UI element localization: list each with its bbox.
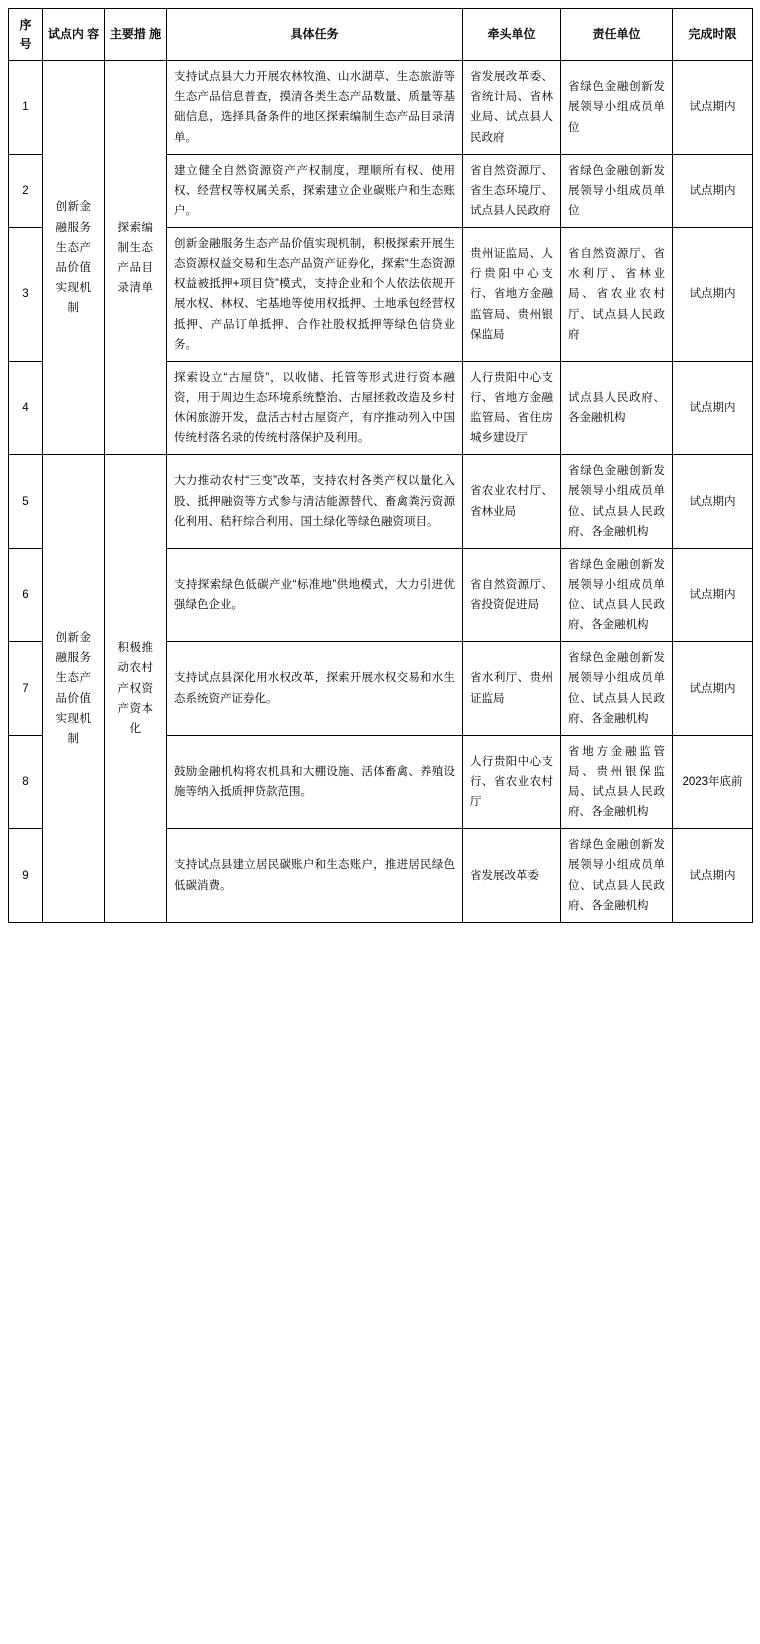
cell-deadline: 试点期内 xyxy=(673,228,753,362)
cell-lead-unit: 省水利厅、贵州证监局 xyxy=(463,642,561,736)
column-header-pilot-content: 试点内 容 xyxy=(43,9,105,61)
cell-seq: 3 xyxy=(9,228,43,362)
cell-responsible-unit: 省自然资源厅、省水利厅、省林业局、省农业农村厅、试点县人民政府 xyxy=(561,228,673,362)
cell-lead-unit: 省发展改革委 xyxy=(463,829,561,923)
cell-seq: 1 xyxy=(9,61,43,155)
cell-lead-unit: 省农业农村厅、省林业局 xyxy=(463,455,561,549)
cell-responsible-unit: 省绿色金融创新发展领导小组成员单位 xyxy=(561,61,673,155)
cell-specific-task: 大力推动农村“三变”改革，支持农村各类产权以量化入股、抵押融资等方式参与清洁能源替代、畜禽粪污资源化利用、秸秆综合利用、国土绿化等绿色融资项目。 xyxy=(167,455,463,549)
cell-seq: 9 xyxy=(9,829,43,923)
cell-responsible-unit: 省绿色金融创新发展领导小组成员单位 xyxy=(561,154,673,227)
cell-seq: 4 xyxy=(9,361,43,455)
pilot-task-table xyxy=(8,8,753,923)
column-header-responsible-unit: 责任单位 xyxy=(561,9,673,61)
cell-specific-task: 建立健全自然资源资产产权制度，理顺所有权、使用权、经营权等权属关系，探索建立企业碳账户和生态账户。 xyxy=(167,154,463,227)
cell-specific-task: 探索设立“古屋贷”，以收储、托管等形式进行资本融资，用于周边生态环境系统整治、古屋拯救改造及乡村休闲旅游开发，盘活古村古屋资产，有序推动列入中国传统村落名录的传统村落保护及利用。 xyxy=(167,361,463,455)
cell-responsible-unit: 试点县人民政府、各金融机构 xyxy=(561,361,673,455)
cell-responsible-unit: 省绿色金融创新发展领导小组成员单位、试点县人民政府、各金融机构 xyxy=(561,829,673,923)
cell-seq: 2 xyxy=(9,154,43,227)
cell-seq: 6 xyxy=(9,548,43,642)
cell-deadline: 试点期内 xyxy=(673,361,753,455)
cell-responsible-unit: 省地方金融监管局、贵州银保监局、试点县人民政府、各金融机构 xyxy=(561,735,673,829)
cell-seq: 8 xyxy=(9,735,43,829)
cell-main-measure-group-1: 探索编 制生态 产品目 录清单 xyxy=(105,61,167,455)
cell-deadline: 试点期内 xyxy=(673,154,753,227)
column-header-lead-unit: 牵头单位 xyxy=(463,9,561,61)
table-row xyxy=(9,61,753,155)
cell-lead-unit: 人行贵阳中心支行、省地方金融监管局、省住房城乡建设厅 xyxy=(463,361,561,455)
cell-deadline: 试点期内 xyxy=(673,455,753,549)
cell-responsible-unit: 省绿色金融创新发展领导小组成员单位、试点县人民政府、各金融机构 xyxy=(561,455,673,549)
cell-lead-unit: 省发展改革委、省统计局、省林业局、试点县人民政府 xyxy=(463,61,561,155)
table-row xyxy=(9,455,753,549)
column-header-specific-task: 具体任务 xyxy=(167,9,463,61)
column-header-main-measure: 主要措 施 xyxy=(105,9,167,61)
cell-deadline: 试点期内 xyxy=(673,548,753,642)
cell-lead-unit: 贵州证监局、人行贵阳中心支行、省地方金融监管局、贵州银保监局 xyxy=(463,228,561,362)
column-header-deadline: 完成时限 xyxy=(673,9,753,61)
cell-specific-task: 支持试点县大力开展农林牧渔、山水湖草、生态旅游等生态产品信息普查，摸清各类生态产品数量、质量等基础信息，选择具备条件的地区探索编制生态产品目录清单。 xyxy=(167,61,463,155)
cell-pilot-content-group-1: 创新金 融服务 生态产 品价值 实现机 制 xyxy=(43,61,105,455)
cell-deadline: 试点期内 xyxy=(673,829,753,923)
cell-seq: 7 xyxy=(9,642,43,736)
cell-pilot-content-group-2: 创新金 融服务 生态产 品价值 实现机 制 xyxy=(43,455,105,923)
cell-specific-task: 支持探索绿色低碳产业“标准地”供地模式，大力引进优强绿色企业。 xyxy=(167,548,463,642)
cell-lead-unit: 省自然资源厅、省投资促进局 xyxy=(463,548,561,642)
cell-specific-task: 支持试点县建立居民碳账户和生态账户，推进居民绿色低碳消费。 xyxy=(167,829,463,923)
cell-lead-unit: 省自然资源厅、省生态环境厅、试点县人民政府 xyxy=(463,154,561,227)
cell-main-measure-group-2: 积极推 动农村 产权资 产资本 化 xyxy=(105,455,167,923)
cell-specific-task: 鼓励金融机构将农机具和大棚设施、活体畜禽、养殖设施等纳入抵质押贷款范围。 xyxy=(167,735,463,829)
cell-deadline: 试点期内 xyxy=(673,61,753,155)
cell-responsible-unit: 省绿色金融创新发展领导小组成员单位、试点县人民政府、各金融机构 xyxy=(561,642,673,736)
cell-deadline: 试点期内 xyxy=(673,642,753,736)
cell-seq: 5 xyxy=(9,455,43,549)
cell-responsible-unit: 省绿色金融创新发展领导小组成员单位、试点县人民政府、各金融机构 xyxy=(561,548,673,642)
cell-lead-unit: 人行贵阳中心支行、省农业农村厅 xyxy=(463,735,561,829)
cell-specific-task: 支持试点县深化用水权改革，探索开展水权交易和水生态系统资产证券化。 xyxy=(167,642,463,736)
cell-specific-task: 创新金融服务生态产品价值实现机制，积极探索开展生态资源权益交易和生态产品资产证券化，探索“生态资源权益被抵押+项目贷”模式，支持企业和个人依法依规开展水权、林权、宅基地等使用权抵押、土地承包经营权抵押、产品订单抵押、合作社股权抵押等绿色信贷业务。 xyxy=(167,228,463,362)
table-header-row xyxy=(9,9,753,61)
column-header-seq: 序 号 xyxy=(9,9,43,61)
cell-deadline: 2023年底前 xyxy=(673,735,753,829)
